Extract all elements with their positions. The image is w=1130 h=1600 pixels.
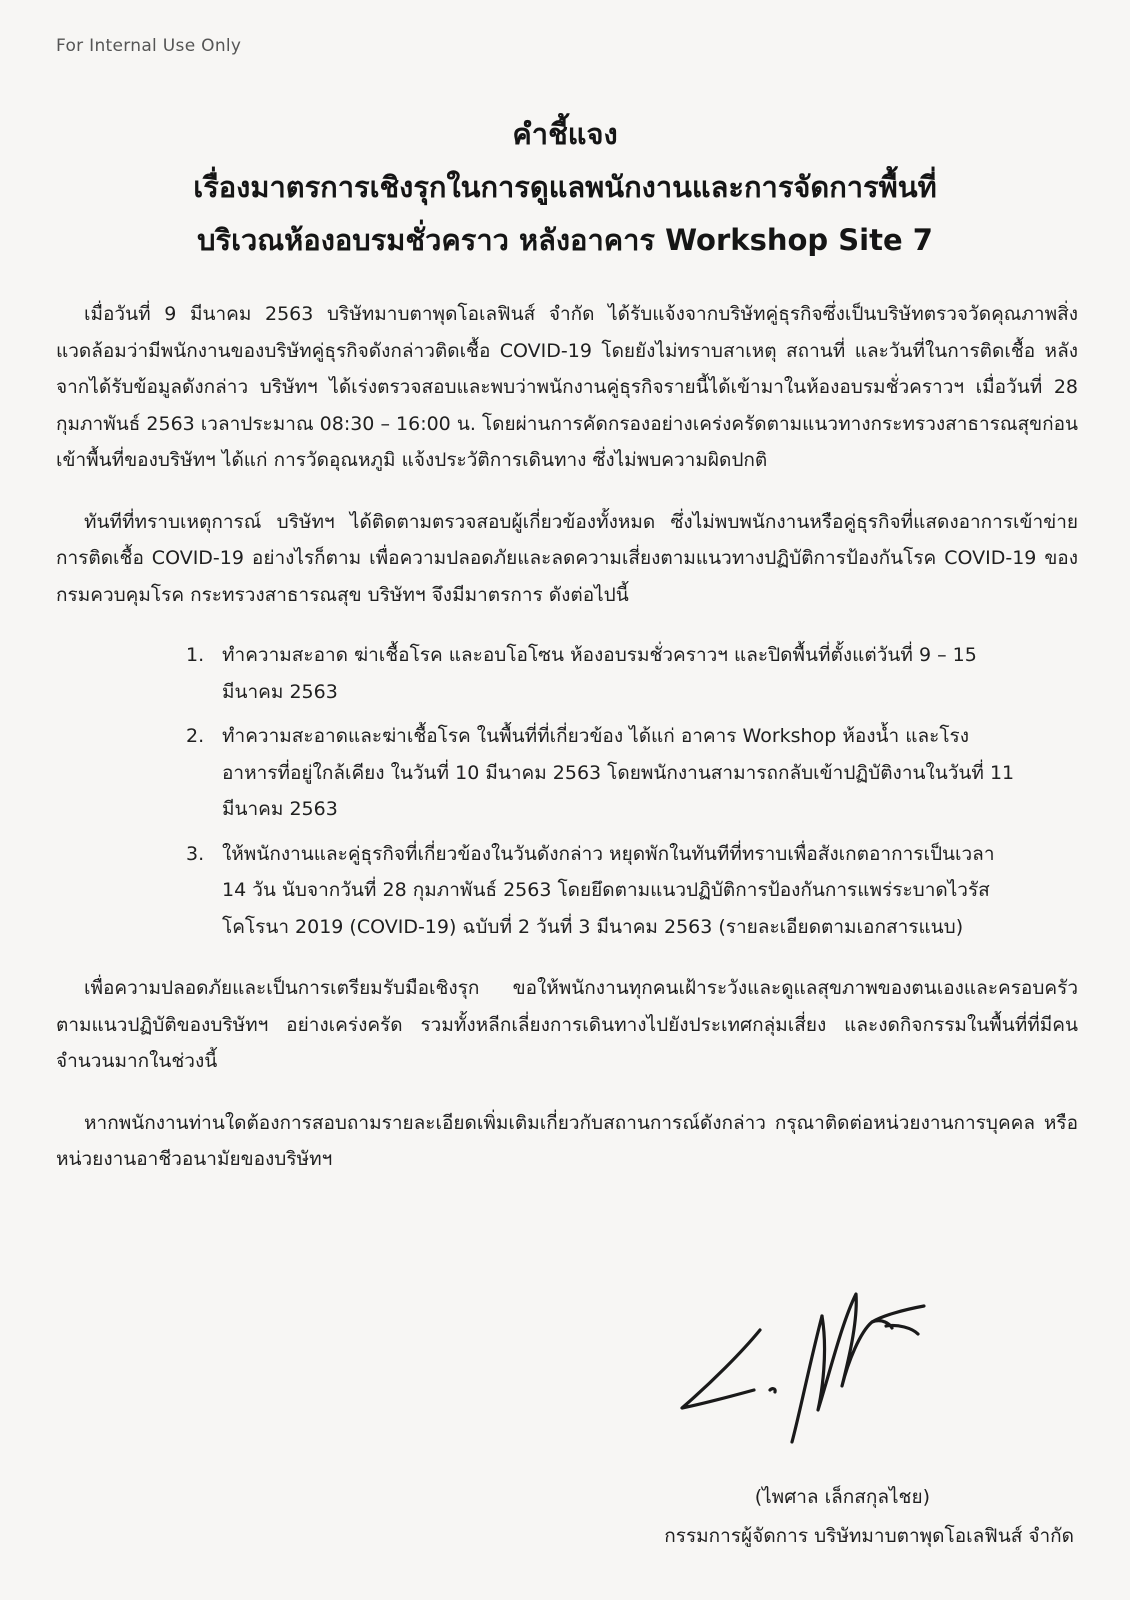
measure-text: ทำความสะอาด ฆ่าเชื้อโรค และอบโอโซน ห้องอบรมชั่วคราวฯ และปิดพื้นที่ตั้งแต่วันที่ 9 – 15 มีนาคม 2563 bbox=[222, 644, 977, 703]
signatory-position: กรรมการผู้จัดการ บริษัทมาบตาพุดโอเลฟินส์ จำกัด bbox=[664, 1525, 1074, 1547]
paragraph-1: เมื่อวันที่ 9 มีนาคม 2563 บริษัทมาบตาพุดโอเลฟินส์ จำกัด ได้รับแจ้งจากบริษัทคู่ธุรกิจซึ่งเป็นบริษัทตรวจวัดคุณภาพสิ่งแวดล้อมว่ามีพนักงานของบริษัทคู่ธุรกิจดังกล่าวติดเชื้อ COVID-19 โดยยังไม่ทราบสาเหตุ สถานที่ และวันที่ในการติดเชื้อ หลังจากได้รับข้อมูลดังกล่าว บริษัทฯ ได้เร่งตรวจสอบและพบว่าพนักงานคู่ธุรกิจรายนี้ได้เข้ามาในห้องอบรมชั่วคราวฯ เมื่อวันที่ 28 กุมภาพันธ์ 2563 เวลาประมาณ 08:30 – 16:00 น. โดยผ่านการคัดกรองอย่างเคร่งครัดตามแนวทางกระทรวงสาธารณสุขก่อนเข้าพื้นที่ของบริษัทฯ ได้แก่ การวัดอุณหภูมิ แจ้งประวัติการเดินทาง ซึ่งไม่พบความผิดปกติ bbox=[56, 303, 1078, 471]
document-body bbox=[56, 296, 1078, 1178]
paragraph-2: ทันทีที่ทราบเหตุการณ์ บริษัทฯ ได้ติดตามตรวจสอบผู้เกี่ยวข้องทั้งหมด ซึ่งไม่พบพนักงานหรือคู่ธุรกิจที่แสดงอาการเข้าข่ายการติดเชื้อ COVID-19 อย่างไรก็ตาม เพื่อความปลอดภัยและลดความเสี่ยงตามแนวทางปฏิบัติการป้องกันโรค COVID-19 ของกรมควบคุมโรค กระทรวงสาธารณสุข บริษัทฯ จึงมีมาตรการ ดังต่อไปนี้ bbox=[56, 510, 1078, 606]
measures-list bbox=[56, 637, 1078, 945]
classification-label: For Internal Use Only bbox=[56, 36, 242, 56]
measure-item bbox=[186, 718, 1021, 828]
measure-text: ทำความสะอาดและฆ่าเชื้อโรค ในพื้นที่ที่เกี่ยวข้อง ได้แก่ อาคาร Workshop ห้องน้ำ และโรงอาหารที่อยู่ใกล้เคียง ในวันที่ 10 มีนาคม 2563 โดยพนักงานสามารถกลับเข้าปฏิบัติงานในวันที่ 11 มีนาคม 2563 bbox=[222, 725, 1015, 820]
title-line-2: เรื่องมาตรการเชิงรุกในการดูแลพนักงานและการจัดการพื้นที่ bbox=[193, 170, 937, 204]
paragraph-4: หากพนักงานท่านใดต้องการสอบถามรายละเอียดเพิ่มเติมเกี่ยวกับสถานการณ์ดังกล่าว กรุณาติดต่อหน่วยงานการบุคคล หรือหน่วยงานอาชีวอนามัยของบริษัทฯ bbox=[56, 1111, 1078, 1170]
title-line-1: คำชี้แจง bbox=[512, 117, 618, 151]
measure-number: 3. bbox=[186, 842, 205, 865]
document-title bbox=[0, 108, 1130, 267]
measure-item bbox=[186, 637, 1021, 710]
title-line-3: บริเวณห้องอบรมชั่วคราว หลังอาคาร Workshop Site 7 bbox=[197, 223, 933, 257]
paragraph-3: เพื่อความปลอดภัยและเป็นการเตรียมรับมือเชิงรุก ขอให้พนักงานทุกคนเฝ้าระวังและดูแลสุขภาพของตนเองและครอบครัว ตามแนวปฏิบัติของบริษัทฯ อย่างเคร่งครัด รวมทั้งหลีกเลี่ยงการเดินทางไปยังประเทศกลุ่มเสี่ยง และงดกิจกรรมในพื้นที่ที่มีคนจำนวนมากในช่วงนี้ bbox=[56, 977, 1078, 1072]
signatory-name: (ไพศาล เล็กสกุลไชย) bbox=[754, 1486, 930, 1508]
measure-text: ให้พนักงานและคู่ธุรกิจที่เกี่ยวข้องในวันดังกล่าว หยุดพักในทันทีที่ทราบเพื่อสังเกตอาการเป็นเวลา 14 วัน นับจากวันที่ 28 กุมภาพันธ์ 2563 โดยยึดตามแนวปฏิบัติการป้องกันการแพร่ระบาดไวรัสโคโรนา 2019 (COVID-19) ฉบับที่ 2 วันที่ 3 มีนาคม 2563 (รายละเอียดตามเอกสารแนบ) bbox=[222, 842, 995, 938]
measure-item bbox=[186, 836, 1021, 946]
handwritten-signature bbox=[672, 1282, 972, 1452]
measure-number: 2. bbox=[186, 725, 205, 747]
measure-number: 1. bbox=[186, 644, 205, 666]
